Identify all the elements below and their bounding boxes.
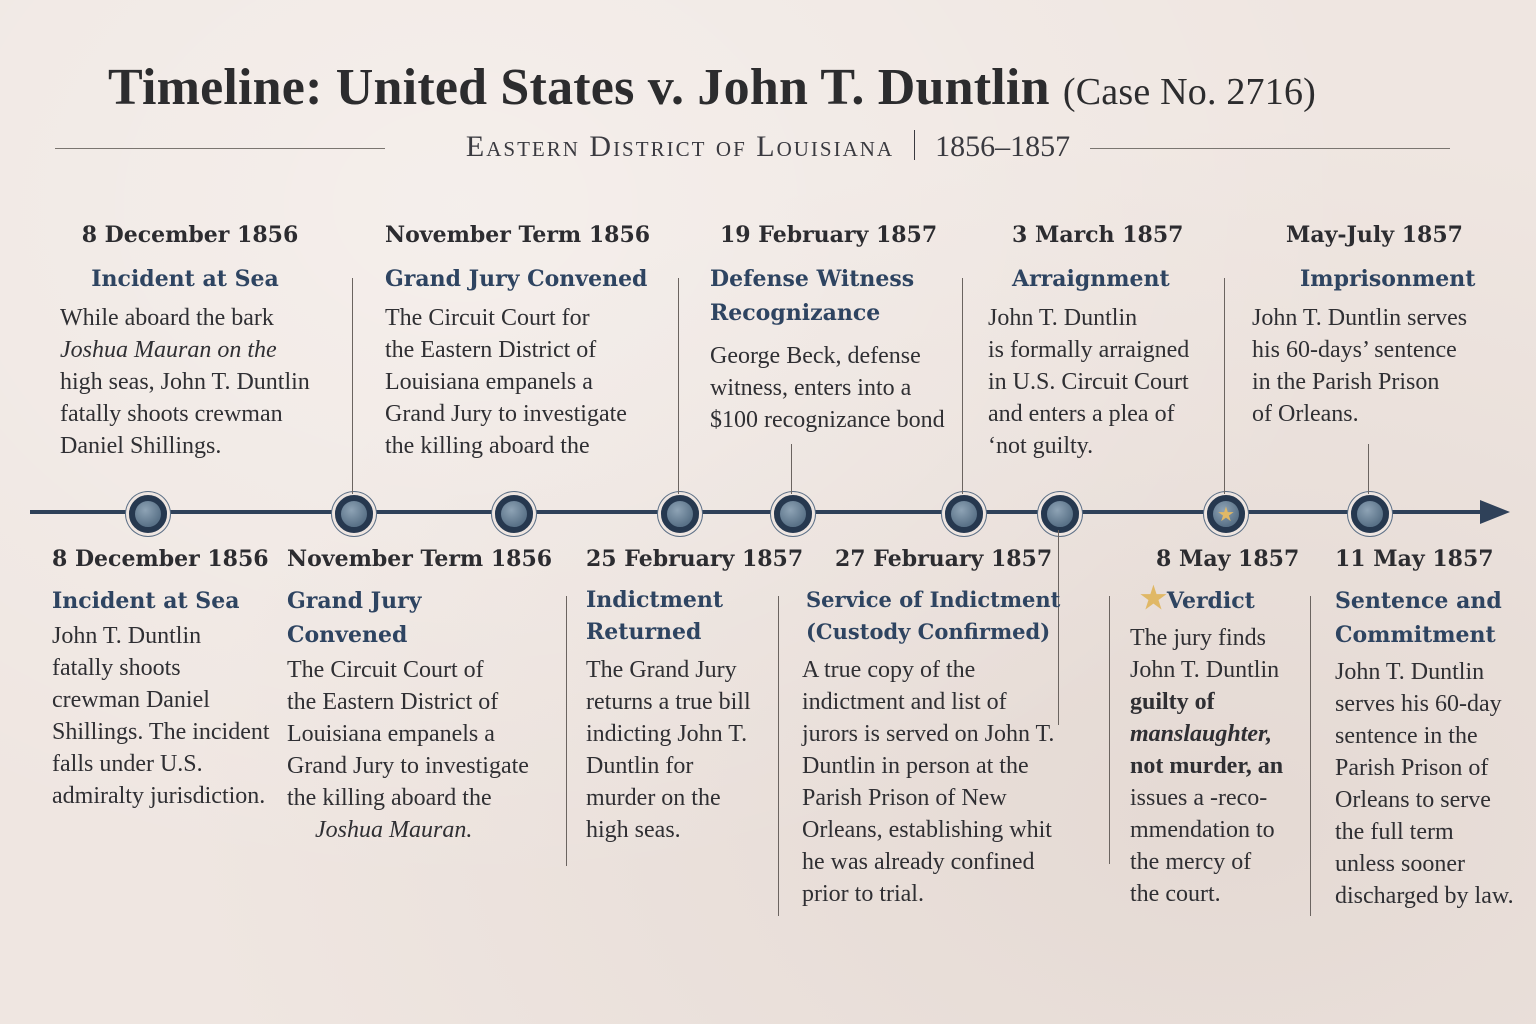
- body-line: the Eastern District of: [385, 337, 597, 363]
- event-heading: Service of Indictment (Custody Confirmed): [806, 587, 1061, 644]
- body-line: The jury finds: [1130, 625, 1266, 651]
- body-line: ‘not guilty.: [988, 433, 1094, 459]
- body-line: Joshua Mauran on the: [60, 337, 277, 363]
- body-line: John T. Duntlin serves: [1252, 305, 1468, 331]
- event-heading: Imprisonment: [1300, 266, 1476, 292]
- body-line: crewman Daniel: [52, 687, 210, 713]
- case-number: (Case No. 2716): [1062, 71, 1317, 113]
- event-heading: Incident at Sea: [52, 588, 240, 614]
- body-line: George Beck, defense: [710, 343, 921, 369]
- body-line: The Grand Jury: [586, 657, 737, 683]
- event-date: November Term 1856: [385, 222, 651, 248]
- body-line: A true copy of the: [802, 657, 976, 683]
- timeline-axis: [30, 510, 1490, 514]
- body-line: the mercy of: [1130, 849, 1252, 875]
- event-heading: Grand Jury Convened: [287, 588, 422, 648]
- connector-line: [1109, 596, 1110, 864]
- body-line: Parish Prison of New: [802, 785, 1007, 811]
- body-line: sentence in the: [1335, 723, 1478, 749]
- timeline-node: [495, 495, 533, 533]
- body-line: his 60-days’ sentence: [1252, 337, 1457, 363]
- timeline-node: [335, 495, 373, 533]
- connector-line: [352, 278, 353, 494]
- event-body: [1335, 656, 1530, 912]
- timeline-node: [1041, 495, 1079, 533]
- body-line: in U.S. Circuit Court: [988, 369, 1189, 395]
- body-line: Parish Prison of: [1335, 755, 1489, 781]
- top-event-recognizance: [710, 222, 960, 436]
- star-icon: ★: [1217, 502, 1235, 526]
- body-line: issues a -reco-: [1130, 785, 1268, 811]
- body-line: serves his 60-day: [1335, 691, 1502, 717]
- body-line: murder on the: [586, 785, 721, 811]
- bottom-event-incident: [52, 546, 287, 812]
- years-label: 1856–1857: [935, 130, 1071, 163]
- body-line: While aboard the bark: [60, 305, 274, 331]
- subtitle: [0, 130, 1536, 164]
- body-line: Orleans, establishing whit: [802, 817, 1052, 843]
- body-line: the full term: [1335, 819, 1454, 845]
- event-date: 25 February 1857: [586, 546, 804, 572]
- body-line: John T. Duntlin: [52, 623, 202, 649]
- body-line: falls under U.S.: [52, 751, 203, 777]
- connector-line: [791, 444, 792, 494]
- body-line: John T. Duntlin: [1335, 659, 1485, 685]
- body-line: admiralty jurisdiction.: [52, 783, 266, 809]
- body-line: prior to trial.: [802, 881, 924, 907]
- body-line: Shillings. The incident: [52, 719, 270, 745]
- body-line: high seas, John T. Duntlin: [60, 369, 310, 395]
- body-line: manslaughter,: [1130, 721, 1273, 747]
- body-line: of Orleans.: [1252, 401, 1359, 427]
- body-line: The Circuit Court for: [385, 305, 590, 331]
- event-body: [52, 620, 287, 812]
- body-line: Louisiana empanels a: [385, 369, 593, 395]
- body-line: Joshua Mauran.: [315, 817, 473, 843]
- event-date: 8 December 1856: [81, 222, 299, 248]
- event-body: [802, 654, 1077, 910]
- body-line: Duntlin for: [586, 753, 694, 779]
- event-date: May-July 1857: [1286, 222, 1463, 248]
- event-body: [710, 340, 960, 436]
- event-heading: Defense Witness Recognizance: [710, 266, 915, 326]
- event-date: 19 February 1857: [720, 222, 938, 248]
- timeline-node: [1351, 495, 1389, 533]
- bottom-event-verdict: [1130, 546, 1305, 910]
- timeline-arrowhead: [1480, 500, 1510, 524]
- body-line: high seas.: [586, 817, 681, 843]
- top-event-incident: [60, 222, 340, 462]
- event-date: 8 May 1857: [1156, 546, 1300, 572]
- star-icon: ★: [1140, 581, 1167, 616]
- body-line: returns a true bill: [586, 689, 751, 715]
- body-line: and enters a plea of: [988, 401, 1175, 427]
- body-line: Louisiana empanels a: [287, 721, 495, 747]
- body-line: not murder, an: [1130, 753, 1284, 779]
- timeline-node: [774, 495, 812, 533]
- event-date: November Term 1856: [287, 546, 553, 572]
- body-line: indicting John T.: [586, 721, 748, 747]
- body-line: indictment and list of: [802, 689, 1007, 715]
- body-line: $100 recognizance bond: [710, 407, 945, 433]
- event-body: [287, 654, 547, 846]
- event-body: [1252, 302, 1512, 430]
- body-line: The Circuit Court of: [287, 657, 484, 683]
- connector-line: [1310, 596, 1311, 916]
- event-date: 11 May 1857: [1335, 546, 1494, 572]
- body-line: John T. Duntlin: [988, 305, 1138, 331]
- body-line: Daniel Shillings.: [60, 433, 222, 459]
- body-line: witness, enters into a: [710, 375, 912, 401]
- event-body: [60, 302, 340, 462]
- event-heading: [1140, 582, 1305, 618]
- body-line: mmendation to: [1130, 817, 1275, 843]
- body-line: the killing aboard the: [287, 785, 492, 811]
- heading-text: Verdict: [1166, 588, 1255, 614]
- connector-line: [566, 596, 567, 866]
- body-line: fatally shoots crewman: [60, 401, 283, 427]
- connector-line: [1368, 444, 1369, 494]
- body-line: the Eastern District of: [287, 689, 499, 715]
- title-main: Timeline: United States v. John T. Duntlin: [108, 59, 1050, 116]
- connector-line: [1224, 278, 1225, 494]
- body-line: Grand Jury to investigate: [385, 401, 627, 427]
- timeline-node: [129, 495, 167, 533]
- event-date: 27 February 1857: [835, 546, 1053, 572]
- bottom-event-sentence: [1335, 546, 1530, 912]
- body-line: the killing aboard the: [385, 433, 590, 459]
- body-line: is formally arraigned: [988, 337, 1190, 363]
- event-body: [1130, 622, 1305, 910]
- body-line: John T. Duntlin: [1130, 657, 1280, 683]
- subtitle-row: [0, 128, 1536, 168]
- body-line: the court.: [1130, 881, 1221, 907]
- body-line: Duntlin in person at the: [802, 753, 1029, 779]
- top-event-imprisonment: [1252, 222, 1512, 430]
- body-line: Grand Jury to investigate: [287, 753, 529, 779]
- subtitle-divider: [914, 130, 915, 160]
- body-line: in the Parish Prison: [1252, 369, 1440, 395]
- bottom-event-indictment: [586, 546, 804, 846]
- event-heading: Indictment Returned: [586, 587, 724, 645]
- bottom-event-grand-jury: [287, 546, 553, 846]
- top-event-grand-jury: [385, 222, 675, 462]
- event-heading: Incident at Sea: [91, 266, 279, 292]
- body-line: discharged by law.: [1335, 883, 1514, 909]
- page-title: [108, 58, 1428, 117]
- district-label: Eastern District of Louisiana: [465, 130, 895, 163]
- event-body: [988, 302, 1223, 462]
- event-heading: Grand Jury Convened: [385, 266, 648, 292]
- event-date: 8 December 1856: [52, 546, 269, 572]
- event-date: 3 March 1857: [1012, 222, 1184, 248]
- verdict-node: [1207, 495, 1245, 533]
- top-event-arraignment: [988, 222, 1223, 462]
- body-line: Orleans to serve: [1335, 787, 1491, 813]
- body-line: fatally shoots: [52, 655, 181, 681]
- event-heading: Sentence and Commitment: [1335, 588, 1502, 648]
- connector-line: [962, 278, 963, 494]
- body-line: jurors is served on John T.: [802, 721, 1055, 747]
- event-heading: Arraignment: [1012, 266, 1170, 292]
- body-line: he was already confined: [802, 849, 1035, 875]
- event-body: [586, 654, 776, 846]
- connector-line: [678, 278, 679, 494]
- timeline-node: [661, 495, 699, 533]
- body-line: unless sooner: [1335, 851, 1465, 877]
- body-line: guilty of: [1130, 689, 1215, 715]
- bottom-event-service: [802, 546, 1077, 910]
- timeline-node: [945, 495, 983, 533]
- event-body: [385, 302, 675, 462]
- connector-line: [778, 596, 779, 916]
